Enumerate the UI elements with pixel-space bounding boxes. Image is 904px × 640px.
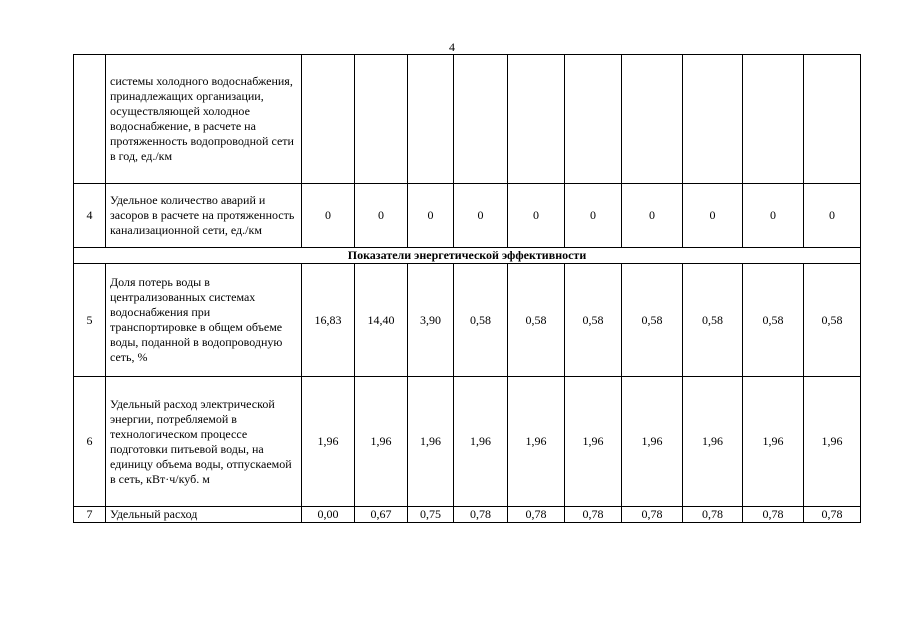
value-cell: 0,58 <box>565 264 622 377</box>
value-cell: 0 <box>565 184 622 248</box>
table-row <box>74 507 861 523</box>
table-row <box>74 55 861 184</box>
value-cell: 0 <box>683 184 743 248</box>
value-cell: 0 <box>508 184 565 248</box>
value-cell: 1,96 <box>804 377 861 507</box>
value-cell: 0 <box>804 184 861 248</box>
value-cell <box>508 55 565 184</box>
value-cell: 0,67 <box>355 507 408 523</box>
row-number: 6 <box>74 377 106 507</box>
value-cell: 0,78 <box>622 507 683 523</box>
value-cell: 1,96 <box>565 377 622 507</box>
section-title: Показатели энергетической эффективности <box>74 248 861 264</box>
value-cell: 0,78 <box>743 507 804 523</box>
value-cell: 1,96 <box>408 377 454 507</box>
value-cell: 0 <box>454 184 508 248</box>
value-cell: 0,78 <box>508 507 565 523</box>
row-description: Доля потерь воды в централизованных системах водоснабжения при транспортировке в общем объеме воды, поданной в водопроводную сеть, % <box>106 264 302 377</box>
section-row <box>74 248 861 264</box>
value-cell: 0 <box>743 184 804 248</box>
value-cell <box>408 55 454 184</box>
value-cell <box>302 55 355 184</box>
row-number <box>74 55 106 184</box>
row-number: 7 <box>74 507 106 523</box>
row-description: Удельный расход <box>106 507 302 523</box>
row-description: Удельное количество аварий и засоров в расчете на протяженность канализационной сети, ед./км <box>106 184 302 248</box>
value-cell: 0,78 <box>683 507 743 523</box>
value-cell: 0,78 <box>565 507 622 523</box>
page-number: 4 <box>449 40 455 54</box>
table-row <box>74 377 861 507</box>
value-cell: 1,96 <box>622 377 683 507</box>
value-cell: 0,78 <box>804 507 861 523</box>
value-cell: 1,96 <box>508 377 565 507</box>
value-cell <box>804 55 861 184</box>
value-cell: 1,96 <box>743 377 804 507</box>
table-row <box>74 264 861 377</box>
value-cell: 0 <box>408 184 454 248</box>
value-cell: 0,58 <box>454 264 508 377</box>
value-cell: 0,75 <box>408 507 454 523</box>
value-cell <box>683 55 743 184</box>
value-cell <box>355 55 408 184</box>
value-cell: 0,78 <box>454 507 508 523</box>
value-cell: 0,58 <box>804 264 861 377</box>
value-cell: 1,96 <box>454 377 508 507</box>
value-cell <box>454 55 508 184</box>
value-cell <box>743 55 804 184</box>
value-cell: 16,83 <box>302 264 355 377</box>
value-cell: 0 <box>622 184 683 248</box>
value-cell: 0,00 <box>302 507 355 523</box>
value-cell <box>622 55 683 184</box>
value-cell <box>565 55 622 184</box>
row-number: 5 <box>74 264 106 377</box>
value-cell: 1,96 <box>683 377 743 507</box>
value-cell: 3,90 <box>408 264 454 377</box>
value-cell: 0 <box>355 184 408 248</box>
value-cell: 0 <box>302 184 355 248</box>
row-number: 4 <box>74 184 106 248</box>
indicators-table <box>73 54 861 523</box>
row-description: системы холодного водоснабжения, принадлежащих организации, осуществляющей холодное водоснабжение, в расчете на протяженность водопроводной сети в год, ед./км <box>106 55 302 184</box>
value-cell: 1,96 <box>355 377 408 507</box>
value-cell: 1,96 <box>302 377 355 507</box>
value-cell: 0,58 <box>508 264 565 377</box>
row-description: Удельный расход электрической энергии, потребляемой в технологическом процессе подготовки питьевой воды, на единицу объема воды, отпускаемой в сеть, кВт·ч/куб. м <box>106 377 302 507</box>
value-cell: 0,58 <box>622 264 683 377</box>
table-row <box>74 184 861 248</box>
value-cell: 0,58 <box>683 264 743 377</box>
value-cell: 0,58 <box>743 264 804 377</box>
value-cell: 14,40 <box>355 264 408 377</box>
